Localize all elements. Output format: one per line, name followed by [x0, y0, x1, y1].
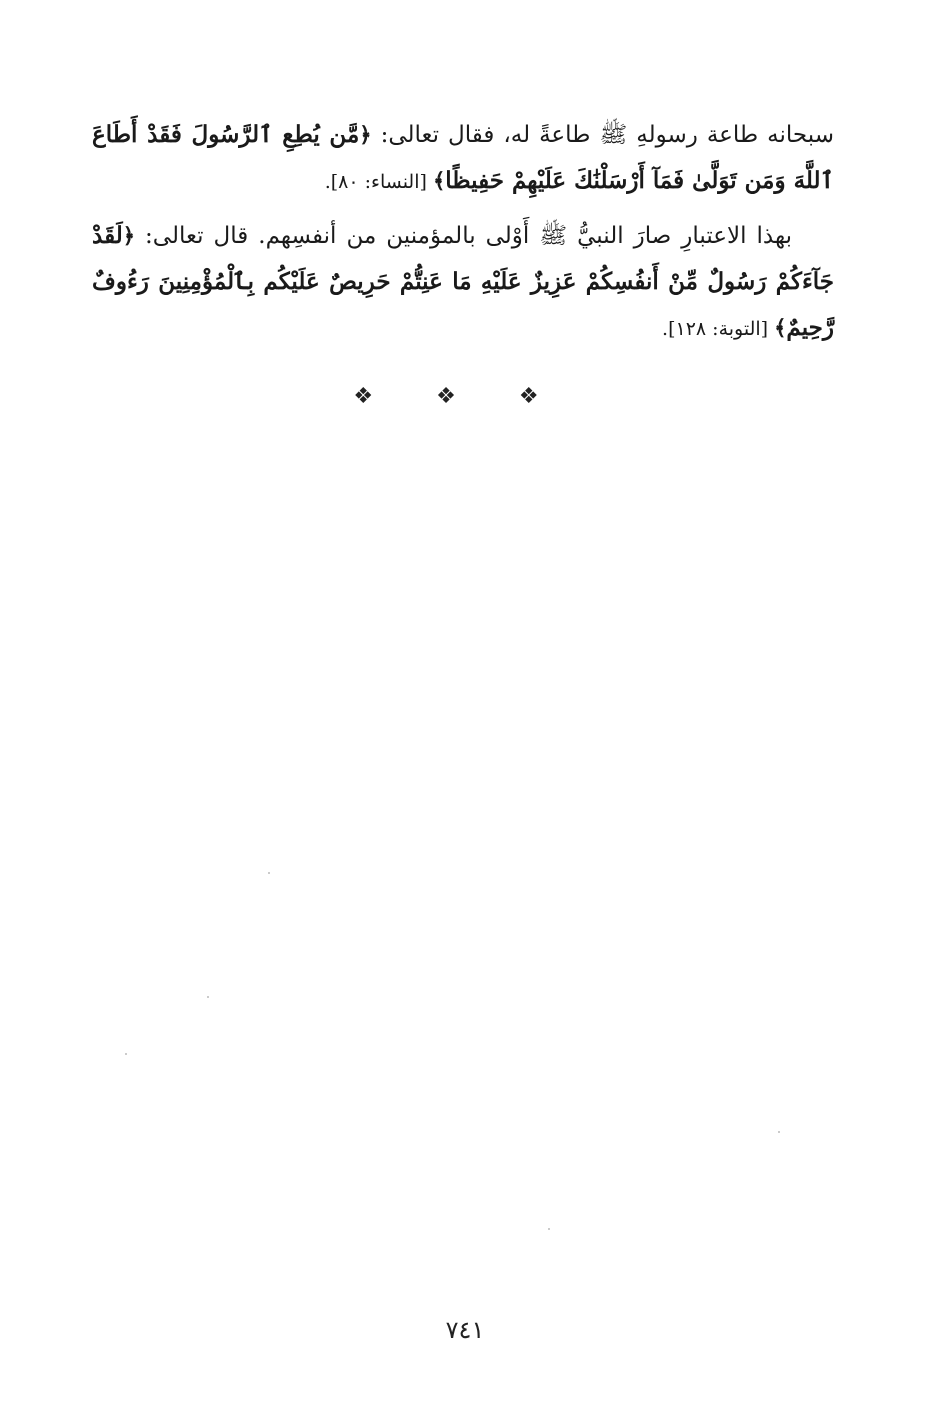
- section-divider: ❖ ❖ ❖: [353, 384, 567, 409]
- paragraph-lead-text: بهذا الاعتبارِ صارَ النبيُّ ﷺ أَوْلى بالمؤمنين من أنفسِهم. قال تعالى:: [135, 223, 792, 249]
- verse-reference: [التوبة: ١٢٨].: [662, 318, 775, 340]
- scan-speck: [268, 872, 270, 874]
- paragraph-nisa: [92, 112, 834, 205]
- quran-close-bracket: ﴾: [432, 168, 446, 193]
- quran-verse: مَّن يُطِعِ ٱلرَّسُولَ فَقَدْ أَطَاعَ ٱللَّهَ وَمَن تَوَلَّىٰ فَمَآ أَرْسَلْنَٰكَ عَلَيْهِمْ حَفِيظًا: [92, 121, 834, 194]
- quran-open-bracket: ﴿: [359, 122, 372, 147]
- scan-speck: [778, 1131, 780, 1133]
- body-text: [92, 112, 834, 360]
- quran-verse: لَقَدْ جَآءَكُمْ رَسُولٌ مِّنْ أَنفُسِكُمْ عَزِيزٌ عَلَيْهِ مَا عَنِتُّمْ حَرِيصٌ عَلَيْكُم بِٱلْمُؤْمِنِينَ رَءُوفٌ رَّحِيمٌ: [92, 222, 834, 341]
- scan-speck: [548, 1228, 550, 1230]
- scan-speck: [207, 996, 209, 998]
- page-number: ٧٤١: [445, 1316, 485, 1344]
- quran-close-bracket: ﴾: [774, 315, 787, 340]
- scan-speck: [125, 1053, 127, 1055]
- verse-reference: [النساء: ٨٠].: [324, 171, 433, 193]
- quran-open-bracket: ﴿: [122, 223, 136, 248]
- paragraph-tawbah: [92, 213, 834, 352]
- paragraph-lead-text: سبحانه طاعة رسولهِ ﷺ طاعةً له، فقال تعالى:: [371, 122, 834, 148]
